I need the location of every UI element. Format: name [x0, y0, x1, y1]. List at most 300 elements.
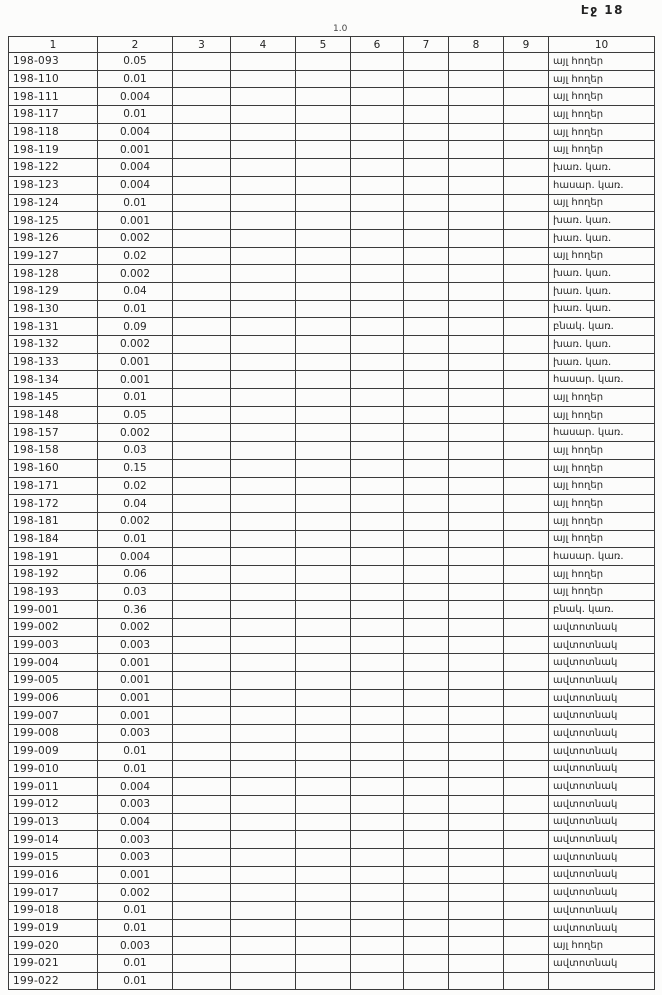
value-cell: 0.001: [98, 212, 173, 230]
empty-cell: [173, 212, 231, 230]
table-row: [9, 318, 655, 336]
empty-cell: [351, 106, 404, 124]
table-row: [9, 955, 655, 973]
value-cell: 0.002: [98, 512, 173, 530]
empty-cell: [351, 919, 404, 937]
column-header: 2: [98, 37, 173, 53]
empty-cell: [404, 565, 449, 583]
empty-cell: [404, 636, 449, 654]
code-cell: 199-009: [9, 742, 98, 760]
table-row: [9, 353, 655, 371]
empty-cell: [449, 583, 504, 601]
empty-cell: [449, 866, 504, 884]
empty-cell: [351, 884, 404, 902]
empty-cell: [296, 884, 351, 902]
code-cell: 199-003: [9, 636, 98, 654]
code-cell: 199-012: [9, 795, 98, 813]
empty-cell: [296, 866, 351, 884]
table-row: [9, 707, 655, 725]
empty-cell: [504, 106, 549, 124]
code-cell: 199-006: [9, 689, 98, 707]
value-cell: 0.002: [98, 619, 173, 637]
empty-cell: [404, 336, 449, 354]
empty-cell: [231, 406, 296, 424]
empty-cell: [296, 424, 351, 442]
code-cell: 198-172: [9, 495, 98, 513]
empty-cell: [504, 884, 549, 902]
empty-cell: [449, 459, 504, 477]
empty-cell: [351, 442, 404, 460]
empty-cell: [449, 955, 504, 973]
empty-cell: [351, 459, 404, 477]
code-cell: 198-132: [9, 336, 98, 354]
table-row: [9, 848, 655, 866]
table-row: [9, 742, 655, 760]
empty-cell: [449, 300, 504, 318]
code-cell: 198-134: [9, 371, 98, 389]
code-cell: 199-022: [9, 972, 98, 990]
code-cell: 198-118: [9, 123, 98, 141]
empty-cell: [351, 70, 404, 88]
empty-cell: [449, 512, 504, 530]
empty-cell: [351, 336, 404, 354]
table-row: [9, 300, 655, 318]
empty-cell: [504, 866, 549, 884]
value-cell: 0.004: [98, 813, 173, 831]
empty-cell: [296, 565, 351, 583]
empty-cell: [404, 442, 449, 460]
empty-cell: [404, 123, 449, 141]
empty-cell: [173, 371, 231, 389]
empty-cell: [173, 247, 231, 265]
empty-cell: [231, 282, 296, 300]
type-cell: [549, 972, 655, 990]
empty-cell: [351, 760, 404, 778]
empty-cell: [231, 106, 296, 124]
code-cell: 198-130: [9, 300, 98, 318]
empty-cell: [449, 371, 504, 389]
empty-cell: [231, 972, 296, 990]
code-cell: 198-117: [9, 106, 98, 124]
value-cell: 0.004: [98, 548, 173, 566]
empty-cell: [231, 813, 296, 831]
empty-cell: [504, 477, 549, 495]
empty-cell: [296, 406, 351, 424]
empty-cell: [351, 795, 404, 813]
empty-cell: [351, 565, 404, 583]
table-row: [9, 813, 655, 831]
table-row: [9, 760, 655, 778]
empty-cell: [404, 70, 449, 88]
empty-cell: [449, 848, 504, 866]
empty-cell: [296, 477, 351, 495]
value-cell: 0.002: [98, 884, 173, 902]
value-cell: 0.002: [98, 229, 173, 247]
empty-cell: [351, 601, 404, 619]
empty-cell: [173, 530, 231, 548]
empty-cell: [404, 424, 449, 442]
empty-cell: [449, 778, 504, 796]
value-cell: 0.003: [98, 831, 173, 849]
code-cell: 199-018: [9, 902, 98, 920]
table-row: [9, 159, 655, 177]
code-cell: 198-171: [9, 477, 98, 495]
empty-cell: [449, 654, 504, 672]
empty-cell: [504, 300, 549, 318]
empty-cell: [504, 955, 549, 973]
empty-cell: [449, 336, 504, 354]
empty-cell: [296, 636, 351, 654]
empty-cell: [404, 176, 449, 194]
code-cell: 199-010: [9, 760, 98, 778]
empty-cell: [173, 937, 231, 955]
table-row: [9, 336, 655, 354]
empty-cell: [296, 229, 351, 247]
empty-cell: [296, 459, 351, 477]
empty-cell: [231, 318, 296, 336]
empty-cell: [296, 88, 351, 106]
empty-cell: [449, 70, 504, 88]
table-row: [9, 88, 655, 106]
table-row: [9, 636, 655, 654]
empty-cell: [504, 123, 549, 141]
empty-cell: [449, 389, 504, 407]
table-row: [9, 548, 655, 566]
empty-cell: [449, 424, 504, 442]
empty-cell: [404, 742, 449, 760]
empty-cell: [404, 212, 449, 230]
empty-cell: [449, 760, 504, 778]
value-cell: 0.01: [98, 955, 173, 973]
table-row: [9, 123, 655, 141]
empty-cell: [296, 972, 351, 990]
empty-cell: [449, 707, 504, 725]
type-cell: ավտոտնակ: [549, 654, 655, 672]
empty-cell: [404, 406, 449, 424]
empty-cell: [504, 972, 549, 990]
empty-cell: [351, 353, 404, 371]
type-cell: ավտոտնակ: [549, 919, 655, 937]
empty-cell: [296, 778, 351, 796]
empty-cell: [404, 477, 449, 495]
empty-cell: [351, 707, 404, 725]
empty-cell: [351, 371, 404, 389]
value-cell: 0.06: [98, 565, 173, 583]
value-cell: 0.03: [98, 583, 173, 601]
table-row: [9, 141, 655, 159]
table-row: [9, 884, 655, 902]
code-cell: 198-184: [9, 530, 98, 548]
code-cell: 198-133: [9, 353, 98, 371]
empty-cell: [296, 159, 351, 177]
value-cell: 0.01: [98, 742, 173, 760]
empty-cell: [504, 229, 549, 247]
empty-cell: [296, 336, 351, 354]
empty-cell: [173, 902, 231, 920]
table-row: [9, 866, 655, 884]
empty-cell: [231, 884, 296, 902]
empty-cell: [351, 159, 404, 177]
column-header: 6: [351, 37, 404, 53]
code-cell: 199-001: [9, 601, 98, 619]
empty-cell: [404, 194, 449, 212]
type-cell: հասար. կառ.: [549, 424, 655, 442]
empty-cell: [296, 672, 351, 690]
type-cell: բնակ. կառ.: [549, 318, 655, 336]
table-row: [9, 583, 655, 601]
empty-cell: [173, 176, 231, 194]
value-cell: 0.003: [98, 937, 173, 955]
empty-cell: [231, 477, 296, 495]
empty-cell: [504, 672, 549, 690]
value-cell: 0.001: [98, 672, 173, 690]
empty-cell: [404, 247, 449, 265]
value-cell: 0.001: [98, 141, 173, 159]
empty-cell: [404, 265, 449, 283]
table-row: [9, 389, 655, 407]
empty-cell: [231, 70, 296, 88]
empty-cell: [504, 848, 549, 866]
empty-cell: [449, 442, 504, 460]
table-row: [9, 795, 655, 813]
type-cell: բնակ. կառ.: [549, 601, 655, 619]
empty-cell: [449, 247, 504, 265]
empty-cell: [351, 636, 404, 654]
value-cell: 0.01: [98, 70, 173, 88]
empty-cell: [504, 601, 549, 619]
empty-cell: [404, 530, 449, 548]
scan-artifact-text: 1.0: [333, 24, 348, 34]
empty-cell: [231, 902, 296, 920]
table-row: [9, 495, 655, 513]
empty-cell: [173, 353, 231, 371]
empty-cell: [173, 795, 231, 813]
value-cell: 0.01: [98, 919, 173, 937]
empty-cell: [231, 495, 296, 513]
empty-cell: [231, 636, 296, 654]
type-cell: ավտոտնակ: [549, 742, 655, 760]
empty-cell: [449, 619, 504, 637]
empty-cell: [296, 300, 351, 318]
table-row: [9, 672, 655, 690]
empty-cell: [173, 406, 231, 424]
table-row: [9, 265, 655, 283]
value-cell: 0.03: [98, 442, 173, 460]
empty-cell: [296, 265, 351, 283]
empty-cell: [231, 795, 296, 813]
empty-cell: [449, 353, 504, 371]
type-cell: այլ հողեր: [549, 583, 655, 601]
empty-cell: [173, 229, 231, 247]
value-cell: 0.01: [98, 760, 173, 778]
empty-cell: [351, 813, 404, 831]
empty-cell: [231, 123, 296, 141]
empty-cell: [504, 778, 549, 796]
empty-cell: [404, 795, 449, 813]
empty-cell: [296, 919, 351, 937]
empty-cell: [504, 902, 549, 920]
type-cell: այլ հողեր: [549, 459, 655, 477]
type-cell: այլ հողեր: [549, 442, 655, 460]
empty-cell: [296, 831, 351, 849]
empty-cell: [504, 548, 549, 566]
table-row: [9, 565, 655, 583]
empty-cell: [351, 672, 404, 690]
empty-cell: [504, 530, 549, 548]
type-cell: խառ. կառ.: [549, 229, 655, 247]
empty-cell: [231, 619, 296, 637]
type-cell: ավտոտնակ: [549, 902, 655, 920]
empty-cell: [449, 636, 504, 654]
value-cell: 0.09: [98, 318, 173, 336]
empty-cell: [173, 636, 231, 654]
table-row: [9, 53, 655, 71]
empty-cell: [351, 778, 404, 796]
empty-cell: [351, 512, 404, 530]
type-cell: ավտոտնակ: [549, 636, 655, 654]
value-cell: 0.05: [98, 406, 173, 424]
empty-cell: [296, 512, 351, 530]
table-row: [9, 106, 655, 124]
empty-cell: [173, 654, 231, 672]
empty-cell: [173, 848, 231, 866]
table-row: [9, 442, 655, 460]
empty-cell: [504, 919, 549, 937]
empty-cell: [404, 848, 449, 866]
empty-cell: [504, 707, 549, 725]
empty-cell: [173, 477, 231, 495]
empty-cell: [404, 760, 449, 778]
empty-cell: [449, 106, 504, 124]
empty-cell: [173, 424, 231, 442]
empty-cell: [296, 495, 351, 513]
empty-cell: [404, 707, 449, 725]
empty-cell: [231, 194, 296, 212]
empty-cell: [231, 371, 296, 389]
table-row: [9, 194, 655, 212]
type-cell: ավտոտնակ: [549, 848, 655, 866]
type-cell: հասար. կառ.: [549, 548, 655, 566]
empty-cell: [231, 760, 296, 778]
empty-cell: [296, 548, 351, 566]
empty-cell: [351, 654, 404, 672]
value-cell: 0.004: [98, 176, 173, 194]
empty-cell: [231, 265, 296, 283]
empty-cell: [504, 406, 549, 424]
empty-cell: [231, 530, 296, 548]
type-cell: ավտոտնակ: [549, 831, 655, 849]
empty-cell: [351, 229, 404, 247]
empty-cell: [296, 654, 351, 672]
empty-cell: [351, 848, 404, 866]
empty-cell: [404, 53, 449, 71]
code-cell: 199-013: [9, 813, 98, 831]
code-cell: 199-127: [9, 247, 98, 265]
page-number-label: Էջ 18: [580, 3, 624, 17]
empty-cell: [504, 442, 549, 460]
empty-cell: [504, 282, 549, 300]
empty-cell: [449, 884, 504, 902]
empty-cell: [504, 565, 549, 583]
empty-cell: [231, 247, 296, 265]
empty-cell: [449, 141, 504, 159]
type-cell: խառ. կառ.: [549, 300, 655, 318]
empty-cell: [231, 689, 296, 707]
empty-cell: [404, 654, 449, 672]
code-cell: 198-148: [9, 406, 98, 424]
type-cell: խառ. կառ.: [549, 265, 655, 283]
empty-cell: [231, 159, 296, 177]
empty-cell: [404, 353, 449, 371]
empty-cell: [504, 53, 549, 71]
empty-cell: [351, 176, 404, 194]
empty-cell: [173, 689, 231, 707]
empty-cell: [173, 194, 231, 212]
empty-cell: [173, 53, 231, 71]
empty-cell: [449, 530, 504, 548]
empty-cell: [449, 406, 504, 424]
type-cell: այլ հողեր: [549, 477, 655, 495]
value-cell: 0.004: [98, 88, 173, 106]
empty-cell: [404, 548, 449, 566]
code-cell: 199-004: [9, 654, 98, 672]
code-cell: 198-131: [9, 318, 98, 336]
empty-cell: [231, 707, 296, 725]
empty-cell: [351, 88, 404, 106]
code-cell: 198-126: [9, 229, 98, 247]
empty-cell: [296, 937, 351, 955]
empty-cell: [173, 300, 231, 318]
code-cell: 198-110: [9, 70, 98, 88]
code-cell: 198-160: [9, 459, 98, 477]
code-cell: 199-015: [9, 848, 98, 866]
column-header: 4: [231, 37, 296, 53]
table-row: [9, 530, 655, 548]
empty-cell: [404, 459, 449, 477]
value-cell: 0.003: [98, 795, 173, 813]
type-cell: այլ հողեր: [549, 406, 655, 424]
type-cell: այլ հողեր: [549, 123, 655, 141]
empty-cell: [404, 689, 449, 707]
empty-cell: [351, 583, 404, 601]
empty-cell: [504, 831, 549, 849]
empty-cell: [404, 813, 449, 831]
empty-cell: [231, 672, 296, 690]
empty-cell: [173, 88, 231, 106]
empty-cell: [404, 371, 449, 389]
empty-cell: [504, 813, 549, 831]
empty-cell: [231, 583, 296, 601]
empty-cell: [504, 459, 549, 477]
value-cell: 0.003: [98, 848, 173, 866]
value-cell: 0.002: [98, 336, 173, 354]
table-row: [9, 70, 655, 88]
empty-cell: [173, 318, 231, 336]
empty-cell: [231, 831, 296, 849]
empty-cell: [296, 725, 351, 743]
value-cell: 0.01: [98, 300, 173, 318]
empty-cell: [449, 53, 504, 71]
type-cell: այլ հողեր: [549, 530, 655, 548]
empty-cell: [404, 229, 449, 247]
empty-cell: [504, 583, 549, 601]
empty-cell: [296, 848, 351, 866]
code-cell: 198-128: [9, 265, 98, 283]
empty-cell: [173, 106, 231, 124]
empty-cell: [404, 318, 449, 336]
table-row: [9, 371, 655, 389]
empty-cell: [404, 972, 449, 990]
